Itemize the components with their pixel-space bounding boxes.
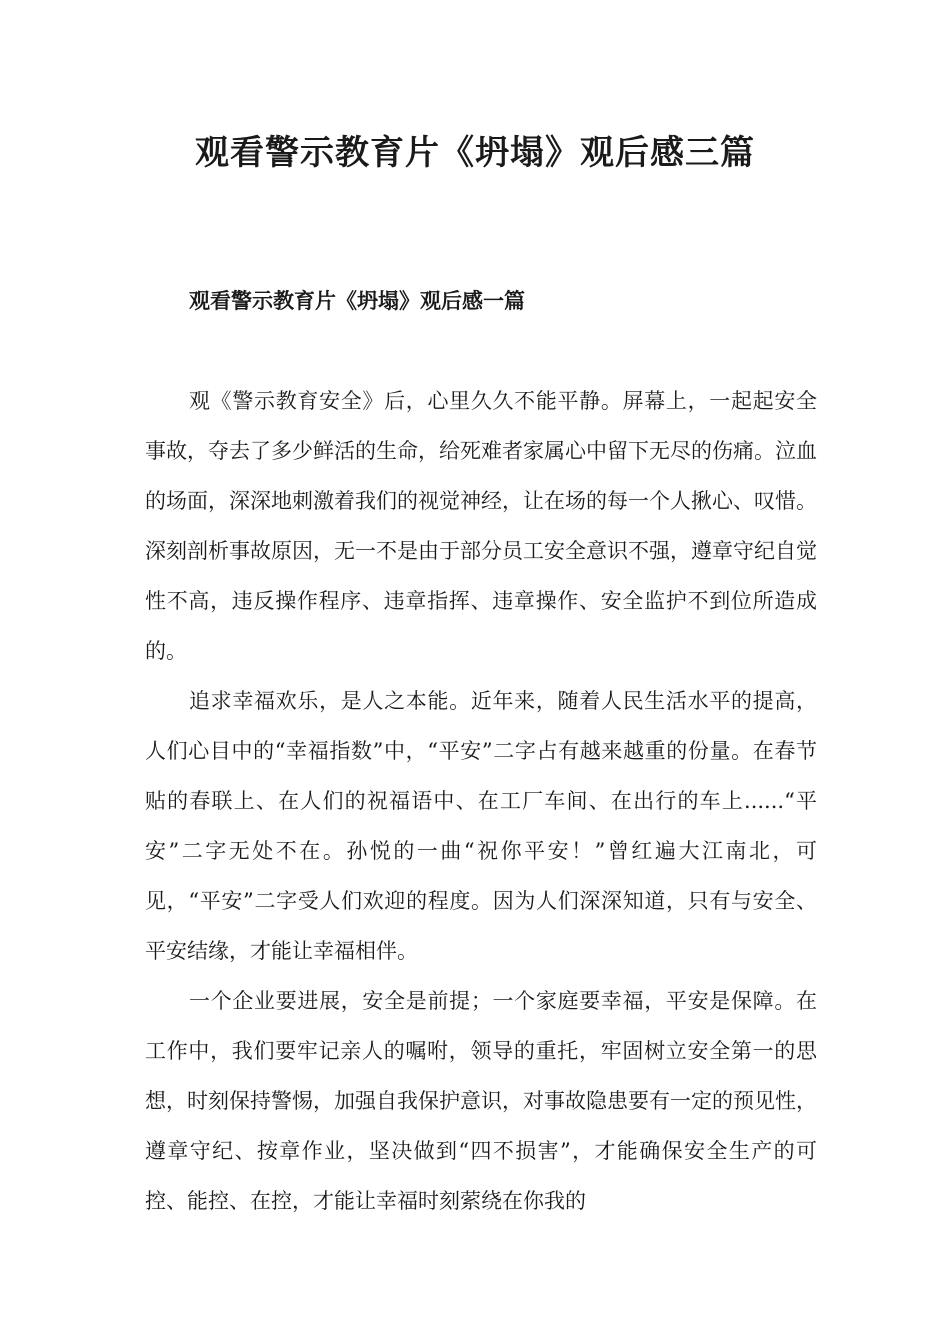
document-title: 观看警示教育片《坍塌》观后感三篇 bbox=[195, 133, 755, 173]
paragraph-3: 一个企业要进展，安全是前提；一个家庭要幸福，平安是保障。在工作中，我们要牢记亲人的嘱咐，领导的重托，牢固树立安全第一的思想，时刻保持警惕，加强自我保护意识，对事故隐患要有一定的预见性，遵章守纪、按章作业，坚决做到“四不损害”，才能确保安全生产的可控、能控、在控，才能让幸福时刻萦绕在你我的 bbox=[145, 989, 817, 1213]
body-text bbox=[145, 376, 817, 1226]
section-heading: 观看警示教育片《坍塌》观后感一篇 bbox=[189, 288, 525, 313]
paragraph-2: 追求幸福欢乐，是人之本能。近年来，随着人民生活水平的提高，人们心目中的“幸福指数”中，“平安”二字占有越来越重的份量。在春节贴的春联上、在人们的祝福语中、在工厂车间、在出行的车上......“平安”二字无处不在。孙悦的一曲“祝你平安！”曾红遍大江南北，可见，“平安”二字受人们欢迎的程度。因为人们深深知道，只有与安全、平安结缘，才能让幸福相伴。 bbox=[145, 689, 817, 963]
paragraph-1: 观《警示教育安全》后，心里久久不能平静。屏幕上，一起起安全事故，夺去了多少鲜活的生命，给死难者家属心中留下无尽的伤痛。泣血的场面，深深地刺激着我们的视觉神经，让在场的每一个人揪心、叹惜。深刻剖析事故原因，无一不是由于部分员工安全意识不强，遵章守纪自觉性不高，违反操作程序、违章指挥、违章操作、安全监护不到位所造成的。 bbox=[145, 389, 817, 663]
